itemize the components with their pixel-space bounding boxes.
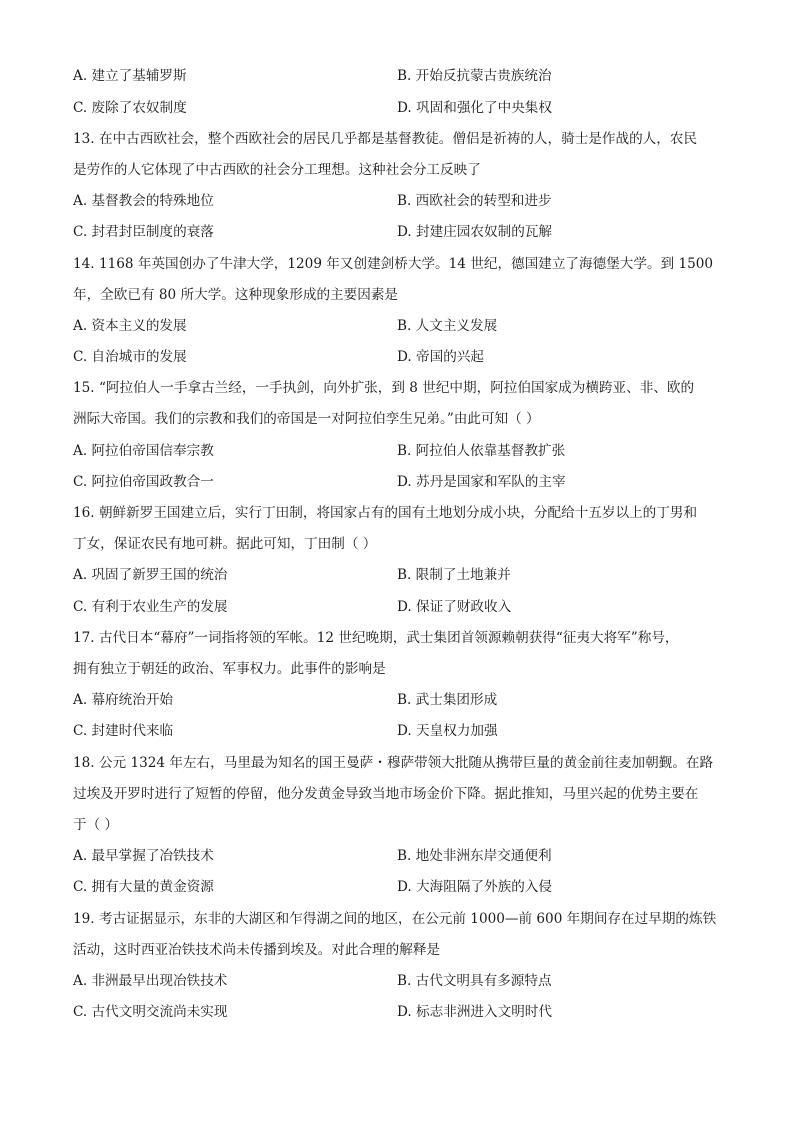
question-17-text: 17. 古代日本“幕府”一词指将领的军帐。12 世纪晚期，武士集团首领源赖朝获得“征夷大将军”称号， bbox=[73, 630, 679, 646]
question-16-text: 丁女，保证农民有地可耕。据此可知，丁田制（ ） bbox=[73, 536, 377, 552]
question-18-option-d: D. 大海阻隔了外族的入侵 bbox=[397, 879, 552, 895]
question-14-option-a: A. 资本主义的发展 bbox=[73, 318, 187, 334]
prev-option-a: A. 建立了基辅罗斯 bbox=[73, 68, 187, 84]
question-18-option-b: B. 地处非洲东岸交通便利 bbox=[397, 848, 552, 864]
question-17-option-b: B. 武士集团形成 bbox=[397, 692, 498, 708]
question-15-option-d: D. 苏丹是国家和军队的主宰 bbox=[397, 474, 566, 490]
question-19-option-a: A. 非洲最早出现冶铁技术 bbox=[73, 973, 228, 989]
question-14-option-c: C. 自治城市的发展 bbox=[73, 349, 187, 365]
question-14-option-d: D. 帝国的兴起 bbox=[397, 349, 485, 365]
question-17-option-d: D. 天皇权力加强 bbox=[397, 723, 498, 739]
question-13-text: 13. 在中古西欧社会，整个西欧社会的居民几乎都是基督教徒。僧侣是祈祷的人，骑士是作战的人，农民 bbox=[73, 131, 698, 147]
question-15-option-a: A. 阿拉伯帝国信奉宗教 bbox=[73, 443, 214, 459]
prev-option-b: B. 开始反抗蒙古贵族统治 bbox=[397, 68, 552, 84]
question-16-option-c: C. 有利于农业生产的发展 bbox=[73, 599, 228, 615]
question-13-option-c: C. 封君封臣制度的衰落 bbox=[73, 224, 214, 240]
question-18-option-c: C. 拥有大量的黄金资源 bbox=[73, 879, 214, 895]
question-17-option-c: C. 封建时代来临 bbox=[73, 723, 174, 739]
question-13-option-a: A. 基督教会的特殊地位 bbox=[73, 193, 214, 209]
question-13-option-b: B. 西欧社会的转型和进步 bbox=[397, 193, 552, 209]
question-16-option-d: D. 保证了财政收入 bbox=[397, 599, 512, 615]
question-13-text: 是劳作的人它体现了中古西欧的社会分工理想。这种社会分工反映了 bbox=[73, 162, 481, 178]
question-17-text: 拥有独立于朝廷的政治、军事权力。此事件的影响是 bbox=[73, 661, 386, 677]
question-18-option-a: A. 最早掌握了冶铁技术 bbox=[73, 848, 214, 864]
question-18-text: 18. 公元 1324 年左右，马里最为知名的国王曼萨・穆萨带领大批随从携带巨量的黄金前往麦加朝觐。在路 bbox=[73, 755, 714, 771]
question-16-text: 16. 朝鲜新罗王国建立后，实行丁田制，将国家占有的国有土地划分成小块，分配给十五岁以上的丁男和 bbox=[73, 505, 698, 521]
question-17-option-a: A. 幕府统治开始 bbox=[73, 692, 174, 708]
question-19-option-d: D. 标志非洲进入文明时代 bbox=[397, 1004, 552, 1020]
question-16-option-a: A. 巩固了新罗王国的统治 bbox=[73, 567, 228, 583]
question-19-text: 19. 考古证据显示，东非的大湖区和乍得湖之间的地区，在公元前 1000—前 600 年期间存在过早期的炼铁 bbox=[73, 911, 717, 927]
question-15-option-b: B. 阿拉伯人依靠基督教扩张 bbox=[397, 443, 566, 459]
question-14-text: 年，全欧已有 80 所大学。这种现象形成的主要因素是 bbox=[73, 287, 399, 303]
prev-option-d: D. 巩固和强化了中央集权 bbox=[397, 100, 552, 116]
question-14-option-b: B. 人文主义发展 bbox=[397, 318, 498, 334]
question-15-option-c: C. 阿拉伯帝国政教合一 bbox=[73, 474, 214, 490]
question-19-text: 活动，这时西亚冶铁技术尚未传播到埃及。对此合理的解释是 bbox=[73, 942, 441, 958]
question-14-text: 14. 1168 年英国创办了牛津大学，1209 年又创建剑桥大学。14 世纪，德国建立了海德堡大学。到 1500 bbox=[73, 256, 714, 272]
question-19-option-c: C. 古代文明交流尚未实现 bbox=[73, 1004, 228, 1020]
question-15-text: 洲际大帝国。我们的宗教和我们的帝国是一对阿拉伯孪生兄弟。”由此可知（ ） bbox=[73, 411, 540, 427]
question-16-option-b: B. 限制了土地兼并 bbox=[397, 567, 511, 583]
question-13-option-d: D. 封建庄园农奴制的瓦解 bbox=[397, 224, 552, 240]
question-15-text: 15. “阿拉伯人一手拿古兰经，一手执剑，向外扩张，到 8 世纪中期，阿拉伯国家成为横跨亚、非、欧的 bbox=[73, 380, 695, 396]
question-18-text: 过埃及开罗时进行了短暂的停留，他分发黄金导致当地市场金价下降。据此推知，马里兴起的优势主要在 bbox=[73, 786, 699, 802]
prev-option-c: C. 废除了农奴制度 bbox=[73, 100, 187, 116]
question-18-text: 于（ ） bbox=[73, 817, 119, 833]
question-19-option-b: B. 古代文明具有多源特点 bbox=[397, 973, 552, 989]
